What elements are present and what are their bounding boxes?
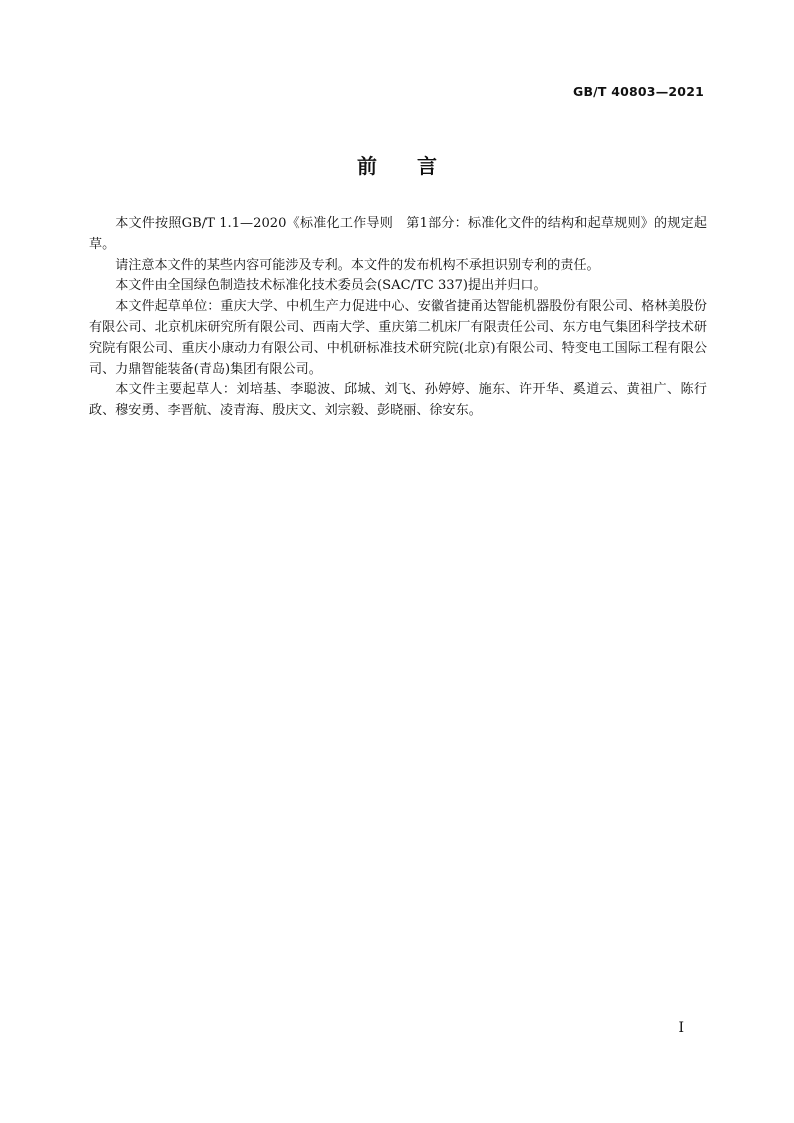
paragraph-drafting-units: 本文件起草单位：重庆大学、中机生产力促进中心、安徽省捷甬达智能机器股份有限公司、格林美股份有限公司、北京机床研究所有限公司、西南大学、重庆第二机床厂有限责任公司、东方电气集团科学技术研究院有限公司、重庆小康动力有限公司、中机研标准技术研究院(北京)有限公司、特变电工国际工程有限公司、力鼎智能装备(青岛)集团有限公司。 — [89, 299, 707, 377]
paragraph-patent-notice: 请注意本文件的某些内容可能涉及专利。本文件的发布机构不承担识别专利的责任。 — [115, 257, 600, 273]
page-number: I — [678, 1020, 684, 1036]
page-title: 前言 — [357, 154, 477, 178]
document-body — [89, 214, 707, 422]
standard-number: GB/T 40803—2021 — [572, 84, 704, 99]
paragraph-proposer: 本文件由全国绿色制造技术标准化技术委员会(SAC/TC 337)提出并归口。 — [115, 278, 547, 294]
paragraph-drafting-rules: 本文件按照GB/T 1.1—2020《标准化工作导则 第1部分：标准化文件的结构和起草规则》的规定起草。 — [89, 216, 707, 252]
paragraph-drafters: 本文件主要起草人：刘培基、李聪波、邱城、刘飞、孙婷婷、施东、许开华、奚道云、黄祖广、陈行政、穆安勇、李晋航、凌青海、殷庆文、刘宗毅、彭晓丽、徐安东。 — [89, 382, 707, 419]
